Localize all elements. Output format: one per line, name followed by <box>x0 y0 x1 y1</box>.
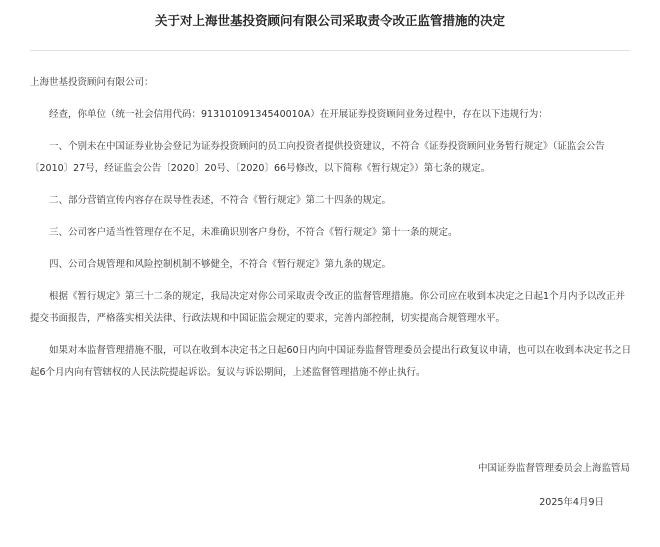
issuer-signature: 中国证券监督管理委员会上海监管局 <box>477 463 630 474</box>
paragraph-decision: 根据《暂行规定》第三十二条的规定，我局决定对你公司采取责令改正的监督管理措施。你公司应在收到本决定之日起1个月内予以改正并提交书面报告，严格落实相关法律、行政法规和中国证监会规定的要求，完善内部控制，切实提高合规管理水平。 <box>30 291 626 324</box>
paragraph-violation-3: 三、公司客户适当性管理存在不足，未准确识别客户身份，不符合《暂行规定》第十一条的规定。 <box>49 227 458 238</box>
paragraph-appeal-rights: 如果对本监督管理措施不服，可以在收到本决定书之日起60日内向中国证券监督管理委员会提出行政复议申请，也可以在收到本决定书之日起6个月内向有管辖权的人民法院提起诉讼。复议与诉讼期间，上述监督管理措施不停止执行。 <box>30 345 632 378</box>
paragraph-violation-2: 二、部分营销宣传内容存在误导性表述，不符合《暂行规定》第二十四条的规定。 <box>49 195 392 206</box>
paragraph-findings-intro: 经查，你单位（统一社会信用代码：91310109134540010A）在开展证券投资顾问业务过程中，存在以下违规行为： <box>49 109 548 120</box>
issue-date: 2025年4月9日 <box>539 497 604 508</box>
paragraph-violation-1: 一、个别未在中国证券业协会登记为证券投资顾问的员工向投资者提供投资建议，不符合《证券投资顾问业务暂行规定》（证监会公告〔2010〕27号，经证监会公告〔2020〕20号、〔2020〕66号修改，以下简称《暂行规定》）第七条的规定。 <box>30 141 605 174</box>
salutation: 上海世基投资顾问有限公司： <box>30 77 154 88</box>
title-divider <box>30 50 630 51</box>
paragraph-violation-4: 四、公司合规管理和风险控制机制不够健全，不符合《暂行规定》第九条的规定。 <box>49 259 392 270</box>
document-title: 关于对上海世基投资顾问有限公司采取责令改正监管措施的决定 <box>154 13 505 28</box>
